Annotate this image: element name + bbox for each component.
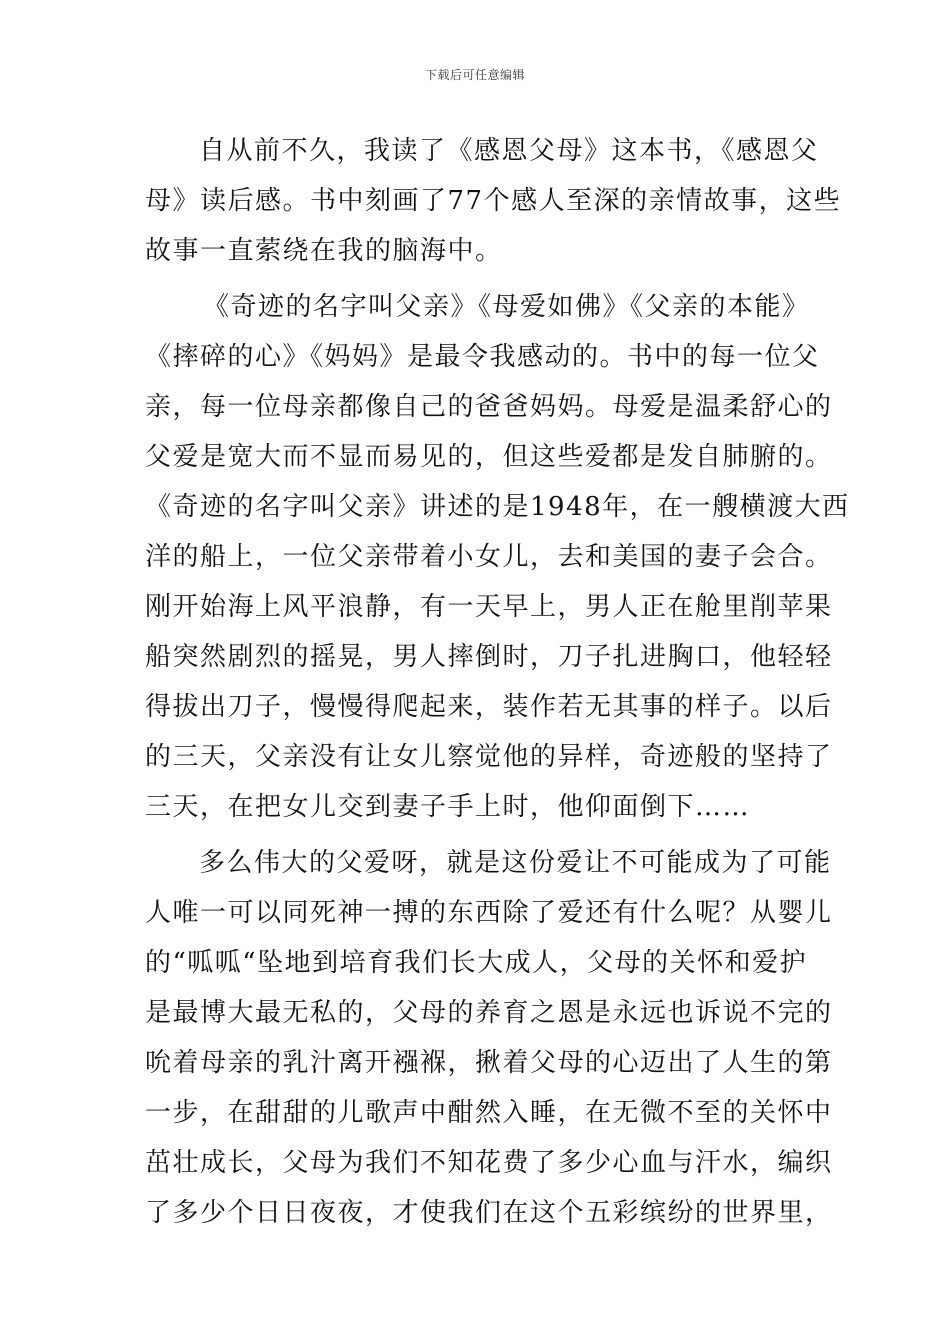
text-line: 故事一直萦绕在我的脑海中。 [145,236,503,266]
text-line: 父爱是宽大而不显而易见的，但这些爱都是发自肺腑的。 [145,442,833,472]
text-line: 是最博大最无私的，父母的养育之恩是永远也诉说不完的 [145,998,833,1028]
text-line: 三天，在把女儿交到妻子手上时，他仰面倒下…… [145,792,751,822]
text-line: 洋的船上，一位父亲带着小女儿，去和美国的妻子会合。 [145,542,833,572]
paragraph-1 [145,126,842,276]
text-line: 的三天，父亲没有让女儿察觉他的异样，奇迹般的坚持了 [145,742,833,772]
page-header: 下载后可任意编辑 [424,68,525,82]
text-line: 的“呱呱“坠地到培育我们长大成人，父母的关怀和爱护 [145,948,808,978]
text-line: 自从前不久，我读了《感恩父母》这本书，《感恩父 [199,136,819,166]
text-line: 《摔碎的心》《妈妈》是最令我感动的。书中的每一位父 [145,342,820,372]
text-line: 人唯一可以同死神一搏的东西除了爱还有什么呢？从婴儿 [145,898,833,928]
text-line: 船突然剧烈的摇晃，男人摔倒时，刀子扎进胸口，他轻轻 [145,642,833,672]
paragraph-3 [145,838,833,1238]
paragraph-2 [145,282,850,832]
text-line: 刚开始海上风平浪静，有一天早上，男人正在舱里削苹果 [145,592,833,622]
text-line: 亲，每一位母亲都像自己的爸爸妈妈。母爱是温柔舒心的 [145,392,833,422]
text-line: 得拔出刀子，慢慢得爬起来，装作若无其事的样子。以后 [145,692,833,722]
text-line: 母》读后感。书中刻画了77个感人至深的亲情故事，这些 [145,186,842,216]
text-line: 了多少个日日夜夜，才使我们在这个五彩缤纷的世界里， [145,1198,833,1228]
document-body [145,126,850,1238]
text-line: 多么伟大的父爱呀，就是这份爱让不可能成为了可能 [199,848,832,878]
text-line: 《奇迹的名字叫父亲》讲述的是1948年，在一艘横渡大西 [145,492,850,522]
text-line: 《奇迹的名字叫父亲》《母爱如佛》《父亲的本能》 [203,292,810,322]
text-line: 吮着母亲的乳汁离开襁褓，揪着父母的心迈出了人生的第 [145,1048,833,1078]
text-line: 一步，在甜甜的儿歌声中酣然入睡，在无微不至的关怀中 [145,1098,833,1128]
text-line: 茁壮成长，父母为我们不知花费了多少心血与汗水，编织 [145,1148,833,1178]
